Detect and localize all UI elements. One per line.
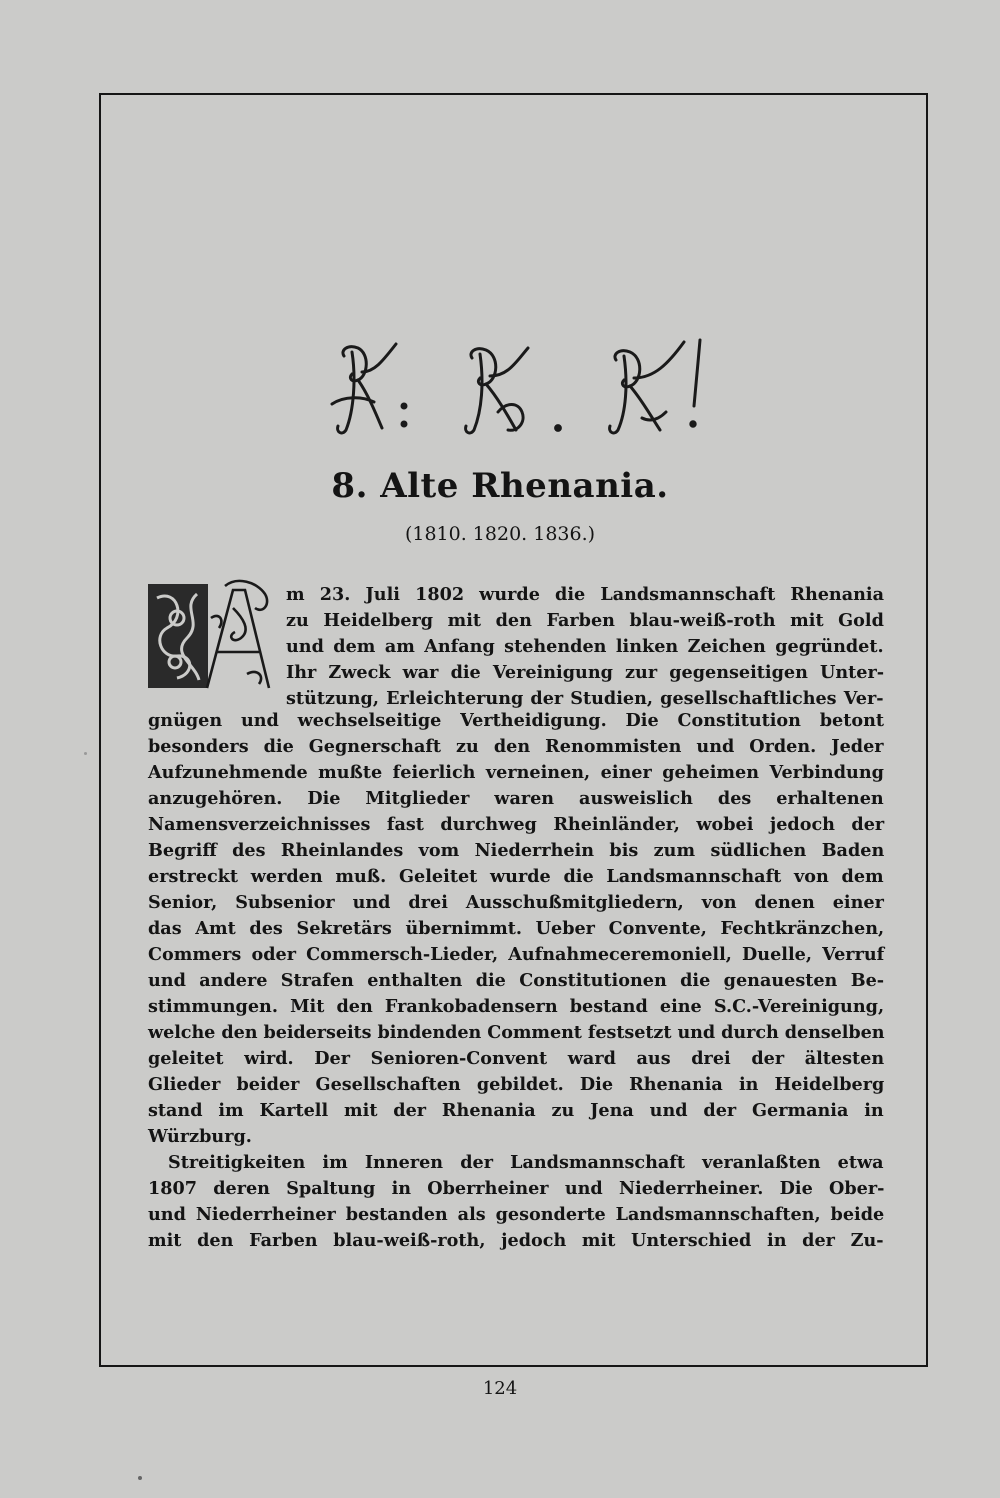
text-line: Begriff des Rheinlandes vom Niederrhein bis zum südlichen Baden	[148, 840, 885, 861]
text-line: besonders die Gegnerschaft zu den Renommisten und Orden. Jeder	[148, 736, 884, 757]
text-line: mit den Farben blau-weiß-roth, jedoch mit Unterschied in der Zu-	[148, 1230, 884, 1251]
text-line: anzugehören. Die Mitglieder waren ausweislich des erhaltenen	[148, 788, 884, 809]
text-line: Glieder beider Gesellschaften gebildet. Die Rhenania in Heidelberg	[148, 1074, 885, 1095]
text-line: Streitigkeiten im Inneren der Landsmannschaft veranlaßten etwa	[168, 1152, 884, 1173]
text-line-first: m 23. Juli 1802 wurde die Landsmannschaft Rhenania	[286, 584, 884, 605]
text-line: erstreckt werden muß. Geleitet wurde die Landsmannschaft von dem	[148, 866, 884, 887]
text-line: geleitet wird. Der Senioren-Convent ward aus drei der ältesten	[148, 1048, 885, 1069]
corps-monogram	[322, 332, 712, 444]
chapter-title: 8. Alte Rhenania.	[331, 466, 669, 506]
text-line: zu Heidelberg mit den Farben blau-weiß-roth mit Gold	[286, 610, 884, 631]
text-line: Aufzunehmende mußte feierlich verneinen, einer geheimen Verbindung	[148, 762, 884, 783]
text-line: stimmungen. Mit den Frankobadensern bestand eine S.C.-Vereinigung,	[148, 996, 885, 1017]
text-line: gnügen und wechselseitige Vertheidigung. Die Constitution betont	[148, 710, 885, 731]
text-line: 1807 deren Spaltung in Oberrheiner und Niederrheiner. Die Ober-	[148, 1178, 885, 1199]
text-line: das Amt des Sekretärs übernimmt. Ueber Convente, Fechtkränzchen,	[148, 918, 885, 939]
ornamental-initial-a	[147, 578, 277, 694]
text-line: Namensverzeichnisses fast durchweg Rheinländer, wobei jedoch der	[148, 814, 885, 835]
text-line: Ihr Zweck war die Vereinigung zur gegenseitigen Unter-	[286, 662, 885, 683]
text-line: Commers oder Commersch-Lieder, Aufnahmeceremoniell, Duelle, Verruf	[148, 944, 885, 965]
text-line: Senior, Subsenior und drei Ausschußmitgliedern, von denen einer	[148, 892, 884, 913]
paper-speck	[138, 1476, 142, 1480]
text-line: und andere Strafen enthalten die Constitutionen die genauesten Be-	[148, 970, 885, 991]
page-number: 124	[482, 1378, 518, 1399]
text-line: und Niederrheiner bestanden als gesonderte Landsmannschaften, beide	[148, 1204, 885, 1225]
text-line: und dem am Anfang stehenden linken Zeichen gegründet.	[286, 636, 884, 657]
text-line: stützung, Erleichterung der Studien, gesellschaftliches Ver-	[286, 688, 884, 709]
text-line: Würzburg.	[148, 1126, 252, 1147]
paper-speck	[84, 752, 87, 755]
chapter-years: (1810. 1820. 1836.)	[404, 523, 596, 545]
text-line: welche den beiderseits bindenden Comment festsetzt und durch denselben	[148, 1022, 885, 1043]
text-line: stand im Kartell mit der Rhenania zu Jena und der Germania in	[148, 1100, 884, 1121]
